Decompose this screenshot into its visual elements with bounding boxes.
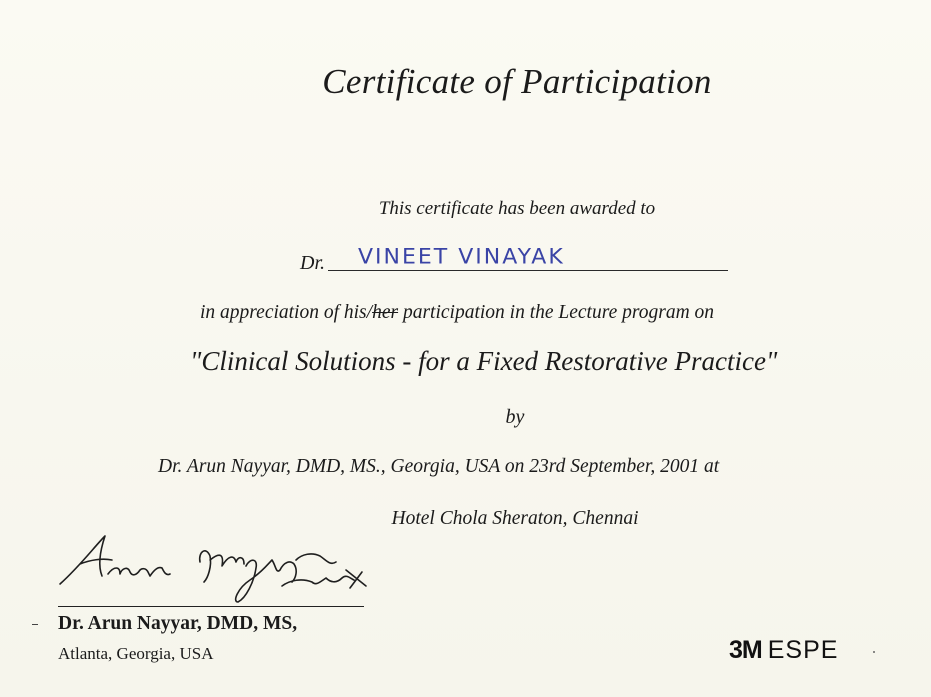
margin-mark — [32, 624, 38, 625]
recipient-name-line — [328, 270, 728, 271]
handwritten-signature — [50, 526, 380, 606]
signatory-location: Atlanta, Georgia, USA — [58, 644, 214, 663]
appreciation-text-before: in appreciation of his/ — [200, 302, 373, 323]
presenter-line: Dr. Arun Nayyar, DMD, MS., Georgia, USA on 23rd September, 2001 at — [158, 456, 720, 477]
paper-speck — [873, 651, 875, 653]
appreciation-line — [200, 302, 714, 324]
recipient-name: VINEET VINAYAK — [358, 245, 565, 270]
sponsor-logo — [729, 636, 838, 665]
signatory-name: Dr. Arun Nayyar, DMD, MS, — [58, 613, 298, 634]
appreciation-text-after: participation in the Lecture program on — [398, 302, 715, 323]
venue-line: Hotel Chola Sheraton, Chennai — [391, 508, 639, 529]
logo-product: ESPE — [767, 636, 839, 664]
recipient-prefix: Dr. — [300, 252, 326, 274]
program-title: "Clinical Solutions - for a Fixed Restorative Practice" — [190, 346, 778, 376]
logo-brand: 3M — [729, 636, 762, 664]
appreciation-struck-word: her — [372, 302, 399, 323]
awarded-line: This certificate has been awarded to — [378, 198, 656, 219]
signature-line — [58, 606, 364, 607]
certificate-title: Certificate of Participation — [322, 62, 712, 101]
by-label: by — [505, 406, 525, 428]
